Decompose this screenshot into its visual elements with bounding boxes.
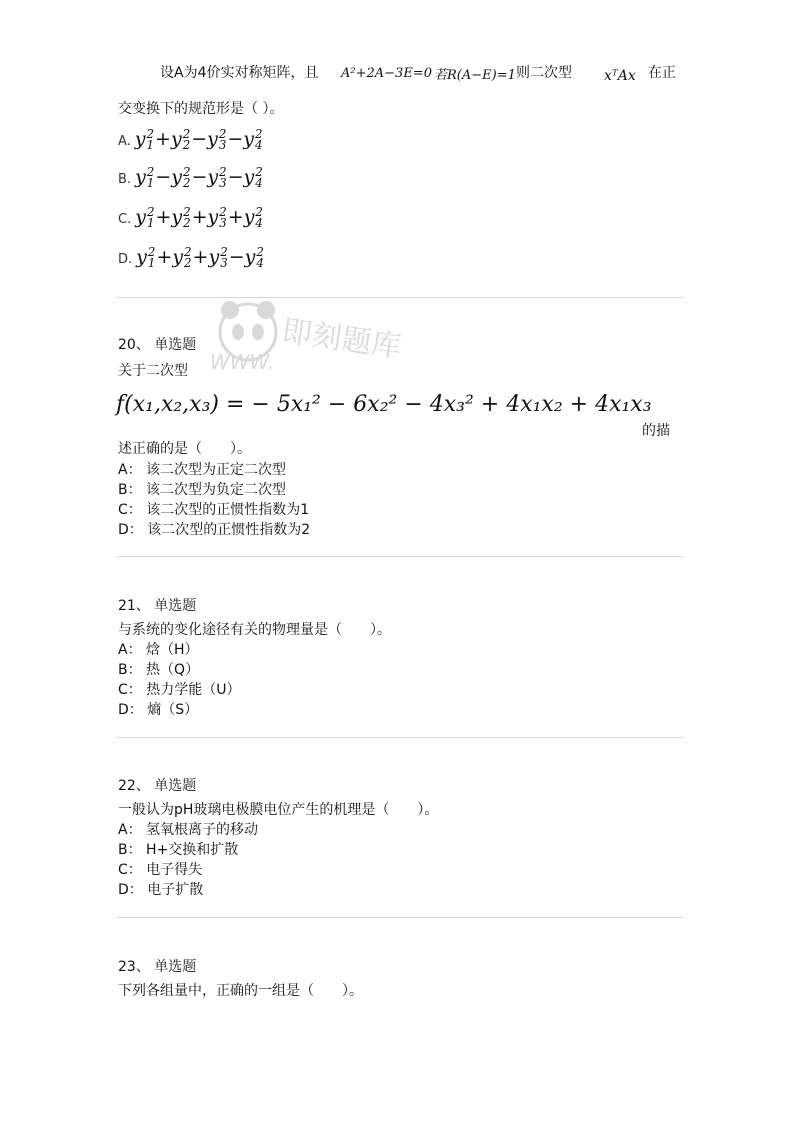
q19-condition-1: A²+2A−3E=0 (341, 66, 432, 81)
watermark (210, 292, 430, 386)
q20-stem: 述正确的是（ ）。 (118, 441, 251, 457)
q19-stem-b: 则二次型 (516, 65, 572, 81)
q22-option-b[interactable]: B： H+交换和扩散 (118, 842, 239, 858)
q21-header: 21、 单选题 (118, 598, 197, 614)
q22-header: 22、 单选题 (118, 778, 197, 794)
q19-option-a[interactable]: A. y 2 1 +y 2 2 −y 2 3 −y 2 4 (118, 126, 263, 152)
q20-option-a[interactable]: A： 该二次型为正定二次型 (118, 462, 287, 478)
q22-option-d[interactable]: D： 电子扩散 (118, 882, 204, 898)
watermark-text: 即刻题库 (279, 313, 404, 366)
q20-option-c[interactable]: C： 该二次型的正惯性指数为1 (118, 502, 310, 518)
q20-header: 20、 单选题 (118, 337, 197, 353)
watermark-url: WWW. (210, 350, 275, 374)
q21-option-b[interactable]: B： 热（Q） (118, 662, 200, 678)
divider (116, 556, 684, 557)
q23-header: 23、 单选题 (118, 959, 197, 975)
q19-condition-2: 若R(A−E)=1 (434, 68, 516, 83)
q19-stem-a: 设A为4价实对称矩阵，且 (160, 65, 319, 81)
q20-intro: 关于二次型 (118, 363, 188, 379)
q22-option-c[interactable]: C： 电子得失 (118, 862, 203, 878)
q21-stem: 与系统的变化途径有关的物理量是（ ）。 (118, 622, 391, 638)
q21-option-c[interactable]: C： 热力学能（U） (118, 682, 241, 698)
q22-option-a[interactable]: A： 氢氧根离子的移动 (118, 822, 259, 838)
q19-form: xᵀAx (604, 68, 636, 84)
q21-option-a[interactable]: A： 焓（H） (118, 642, 199, 658)
q20-option-b[interactable]: B： 该二次型为负定二次型 (118, 482, 287, 498)
divider (116, 297, 684, 298)
q20-option-d[interactable]: D： 该二次型的正惯性指数为2 (118, 522, 311, 538)
q19-option-b[interactable]: B. y 2 1 −y 2 2 −y 2 3 −y 2 4 (118, 164, 263, 190)
q19-option-c[interactable]: C. y 2 1 +y 2 2 +y 2 3 +y 2 4 (118, 204, 263, 230)
divider (116, 917, 684, 918)
q19-stem-d: 交变换下的规范形是（ ）。 (118, 101, 284, 117)
q19-stem-c: 在正 (648, 65, 676, 81)
divider (116, 737, 684, 738)
q23-stem: 下列各组量中，正确的一组是（ ）。 (118, 983, 363, 999)
q20-tail: 的描 (642, 423, 670, 439)
q19-option-d[interactable]: D. y 2 1 +y 2 2 +y 2 3 −y 2 4 (118, 244, 264, 270)
q22-stem: 一般认为pH玻璃电极膜电位产生的机理是（ ）。 (118, 802, 439, 818)
panda-logo-icon (210, 292, 430, 382)
q21-option-d[interactable]: D： 熵（S） (118, 702, 199, 718)
q20-formula: f(x₁,x₂,x₃) = − 5x₁² − 6x₂² − 4x₃² + 4x₁x₂ + 4x₁x₃ (116, 392, 652, 417)
